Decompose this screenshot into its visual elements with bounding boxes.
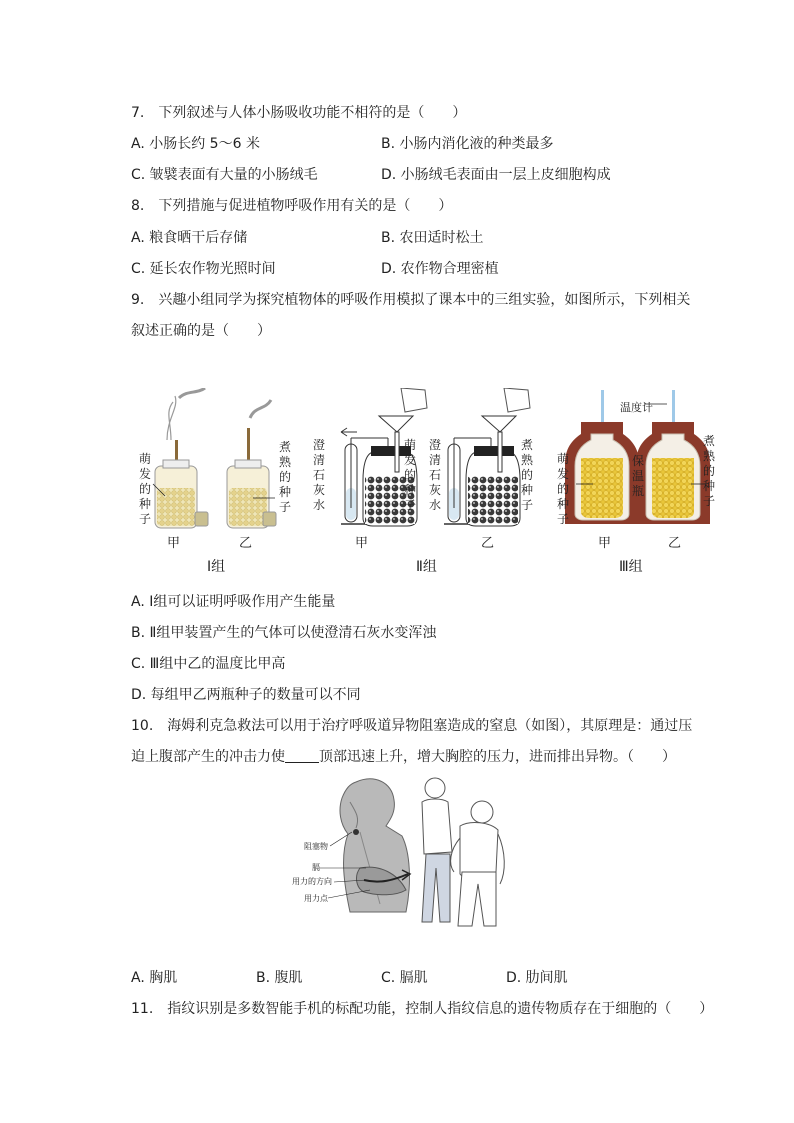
q9-option-b: B. Ⅱ组甲装置产生的气体可以使澄清石灰水变浑浊 [131,625,437,641]
g1-yi-label: 乙 [239,536,253,551]
g2-jia-label: 甲 [355,536,369,551]
g2-yi-seed-label: 煮熟的种子 [520,438,533,512]
g3-yi-label: 乙 [668,536,682,551]
g2-jia-lime-label: 澄清石灰水 [312,438,325,512]
g2-apparatus-yi [444,388,530,526]
g1-jar-jia [155,388,208,528]
q8-option-a: A. 粮食晒干后存储 [131,230,248,246]
q7-stem: 7. 下列叙述与人体小肠吸收功能不相符的是（ ） [131,105,467,121]
q8-stem: 8. 下列措施与促进植物呼吸作用有关的是（ ） [131,198,453,214]
g1-group-label: Ⅰ组 [207,559,226,575]
q9-option-d: D. 每组甲乙两瓶种子的数量可以不同 [131,687,361,703]
g3-left-label: 萌发的种子 [556,452,569,526]
q10-obstruction-label: 阻塞物 [304,842,328,851]
g2-jia-seed-label: 萌发的种子 [403,438,416,512]
q10-figure-drawing [290,772,510,932]
q10-force-direction-label: 用力的方向 [292,877,332,886]
q8-option-c: C. 延长农作物光照时间 [131,261,276,277]
q11-stem: 11. 指纹识别是多数智能手机的标配功能，控制人指纹信息的遗传物质存在于细胞的（ ） [131,1001,714,1017]
q7-option-a: A. 小肠长约 5～6 米 [131,136,260,152]
g2-group-label: Ⅱ组 [416,559,437,575]
g1-jia-label: 甲 [167,536,181,551]
g2-yi-label: 乙 [481,536,495,551]
q10-option-b: B. 腹肌 [256,970,303,986]
q10-stem-line2 [131,747,676,767]
q7-option-c: C. 皱襞表面有大量的小肠绒毛 [131,167,318,183]
q10-option-a: A. 胸肌 [131,970,178,986]
g3-right-label: 煮熟的种子 [702,434,715,508]
q7-option-b: B. 小肠内消化液的种类最多 [381,136,554,152]
q10-force-point-label: 用力点 [304,894,328,903]
q9-figure [135,388,725,580]
q8-option-b: B. 农田适时松土 [381,230,484,246]
g3-group-label: Ⅲ组 [619,559,643,575]
q9-stem-line1: 9. 兴趣小组同学为探究植物体的呼吸作用模拟了课本中的三组实验，如图所示，下列相关 [131,292,691,308]
q9-stem-line2: 叙述正确的是（ ） [131,323,271,339]
g1-right-label: 煮熟的种子 [278,440,291,514]
q10-stem-part1: 迫上腹部产生的冲击力使 [131,749,285,765]
q10-option-d: D. 肋间肌 [506,970,568,986]
q9-option-c: C. Ⅲ组中乙的温度比甲高 [131,656,286,672]
q8-option-d: D. 农作物合理密植 [381,261,499,277]
q10-figure [290,772,510,932]
g3-bottle-label: 保温瓶 [631,454,644,498]
q7-option-d: D. 小肠绒毛表面由一层上皮细胞构成 [381,167,611,183]
q10-answer-blank [285,748,319,763]
q9-option-a: A. Ⅰ组可以证明呼吸作用产生能量 [131,594,336,610]
g3-thermometer-label: 温度计 [620,401,653,414]
g2-yi-lime-label: 澄清石灰水 [428,438,441,512]
g1-left-label: 萌发的种子 [138,452,151,526]
q10-diaphragm-label: 膈 [312,863,320,872]
q10-stem-line1: 10. 海姆利克急救法可以用于治疗呼吸道异物阻塞造成的窒息（如图），其原理是：通过压 [131,718,693,734]
q10-option-c: C. 膈肌 [381,970,428,986]
g3-jia-label: 甲 [598,536,612,551]
g1-jar-yi [227,400,276,528]
q10-stem-part2: 顶部迅速上升，增大胸腔的压力，进而排出异物。（ ） [319,749,676,765]
